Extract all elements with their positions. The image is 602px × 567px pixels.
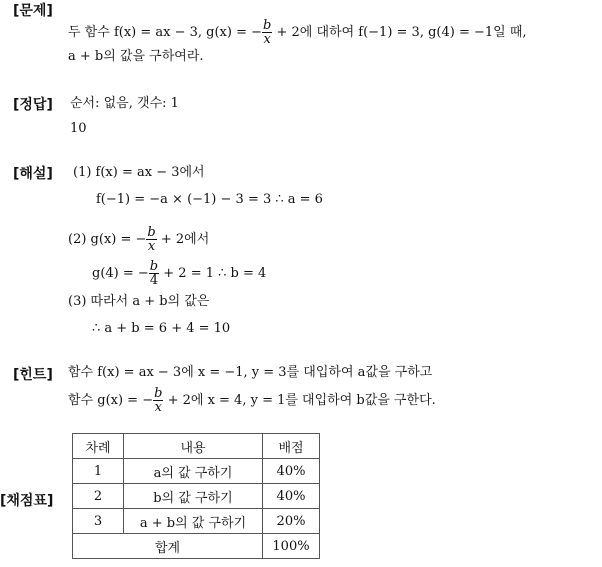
fraction-denominator: 4 (149, 273, 159, 288)
solution-label: [해설] (13, 166, 53, 182)
row-content: a + b의 값 구하기 (124, 509, 263, 534)
solution-step3-title: (3) 따라서 a + b의 값은 (68, 294, 210, 309)
problem-text-a: 두 함수 f(x) = ax − 3, g(x) = − (68, 25, 263, 40)
fraction-denominator: x (263, 32, 271, 47)
table-row (73, 459, 320, 484)
problem-line-1 (68, 19, 527, 46)
step2-calc-b: + 2 = 1 ∴ b = 4 (163, 266, 267, 281)
row-number: 2 (73, 484, 124, 509)
problem-fraction (262, 19, 272, 46)
answer-label: [정답] (13, 97, 53, 113)
problem-line-2: a + b의 값을 구하여라. (68, 49, 204, 64)
table-header-row (73, 434, 320, 459)
header-cell-content: 내용 (124, 434, 263, 459)
fraction-denominator: x (147, 239, 156, 254)
header-cell-score: 배점 (263, 434, 320, 459)
fraction-numerator: b (263, 18, 272, 33)
hint-line2-a: 함수 g(x) = − (68, 393, 154, 408)
row-score: 20% (263, 509, 320, 534)
hint-label: [힌트] (13, 367, 53, 383)
rubric-label: [채점표] (0, 493, 54, 509)
row-score: 40% (263, 484, 320, 509)
solution-step3-calc: ∴ a + b = 6 + 4 = 10 (92, 321, 231, 336)
fraction-numerator: b (154, 386, 163, 401)
hint-line-2 (68, 387, 436, 414)
solution-step1-calc: f(−1) = −a × (−1) − 3 = 3 ∴ a = 6 (96, 192, 323, 207)
step2-title-b: + 2에서 (160, 232, 210, 247)
rubric-table (72, 433, 320, 559)
total-score: 100% (263, 534, 320, 559)
header-cell-order: 차례 (73, 434, 124, 459)
hint-line2-b: + 2에 x = 4, y = 1를 대입하여 b값을 구한다. (167, 393, 436, 408)
answer-line-1: 순서: 없음, 갯수: 1 (70, 96, 179, 111)
fraction-numerator: b (147, 225, 156, 240)
row-number: 3 (73, 509, 124, 534)
step2-fraction (146, 226, 156, 253)
solution-step1-title: (1) f(x) = ax − 3에서 (73, 165, 205, 180)
total-label: 합계 (73, 534, 263, 559)
row-content: a의 값 구하기 (124, 459, 263, 484)
step2-calc-fraction (149, 260, 159, 287)
solution-step2-calc (92, 260, 266, 287)
table-total-row (73, 534, 320, 559)
problem-text-b: + 2에 대하여 f(−1) = 3, g(4) = −1일 때, (276, 25, 527, 40)
row-score: 40% (263, 459, 320, 484)
answer-line-2: 10 (70, 121, 87, 136)
fraction-denominator: x (154, 400, 162, 415)
fraction-numerator: b (149, 259, 159, 274)
hint-line-1: 함수 f(x) = ax − 3에 x = −1, y = 3를 대입하여 a값을 구하고 (68, 365, 433, 380)
row-content: b의 값 구하기 (124, 484, 263, 509)
table-row (73, 484, 320, 509)
problem-label: [문제] (13, 3, 53, 19)
table-row (73, 509, 320, 534)
step2-title-a: (2) g(x) = − (68, 232, 147, 247)
solution-step2-title (68, 226, 209, 253)
step2-calc-a: g(4) = − (92, 266, 149, 281)
hint-fraction (153, 387, 163, 414)
row-number: 1 (73, 459, 124, 484)
